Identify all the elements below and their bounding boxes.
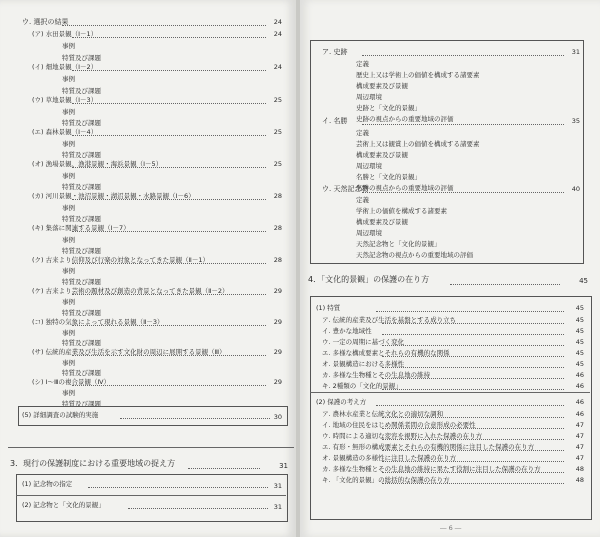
sub2-item-leader	[382, 483, 564, 484]
sub2-item-leader	[382, 472, 564, 473]
sub2-item-leader	[382, 450, 564, 451]
sub2-item-page: 47	[575, 443, 584, 451]
sub2-title-page: 46	[575, 398, 584, 406]
sub1-title-label: (1) 特質	[316, 304, 341, 312]
left_page-entry-label: 特質及び課題	[62, 151, 101, 159]
section-3-title: 3．現行の保護制度における重要地域の捉え方	[10, 459, 176, 468]
right_page-entry-label: 史跡の視点からの重要地域の評価	[356, 115, 454, 123]
left_page-entry-label: 特質及び課題	[62, 278, 101, 286]
left_page-entry-label: (エ) 森林景観（Ⅰ－4）	[32, 128, 98, 136]
right_page-entry-label: 天然記念物の視点からの重要地域の評価	[356, 251, 473, 259]
sub2-item-label: エ. 有形・無形の構成要素とそれらの有機的関係に注目した保護の在り方	[322, 443, 535, 451]
left_page-entry-page: 29	[273, 378, 282, 386]
left_page-entry-leader	[72, 167, 266, 168]
sub2-title-leader	[376, 405, 564, 406]
left_page-entry-leader	[72, 263, 266, 264]
left_page-entry-label: 事例	[62, 204, 75, 212]
section-4-divider	[310, 392, 590, 393]
left_page-entry-label: (ケ) 古来より芸術の題材及び創造の背景となってきた景観（Ⅱ－2）	[32, 287, 229, 295]
s3-item-2-leader	[128, 508, 268, 509]
left_page-entry-leader	[72, 70, 266, 71]
right_page-entry-page: 35	[571, 117, 580, 125]
right_page-entry-page: 31	[571, 48, 580, 56]
left_page-entry-label: 事例	[62, 236, 75, 244]
right_page-entry-label: 歴史上又は学術上の価値を構成する諸要素	[356, 71, 480, 79]
section-4-leader	[450, 284, 560, 285]
sub1-item-label: ウ. 一定の周期に基づく変化	[322, 338, 405, 346]
right_page-entry-page: 40	[571, 185, 580, 193]
sub1-item-page: 45	[575, 360, 584, 368]
sub2-item-leader	[382, 428, 564, 429]
page-footer: ― 6 ―	[440, 524, 462, 532]
sub1-item-leader	[382, 334, 564, 335]
left_page-entry-leader	[72, 294, 266, 295]
right_page-entry-label: 名勝の視点からの重要地域の評価	[356, 184, 454, 192]
sub2-item-label: オ. 景観構造の多様性に注目した保護の在り方	[322, 454, 457, 462]
left_page-entry-page: 24	[273, 18, 282, 26]
sub2-item-label: ウ. 時間による適切な変容を視野に入れた保護の在り方	[322, 432, 483, 440]
right_page-entry-label: ア. 史跡	[322, 48, 348, 56]
right_page-entry-label: 構成要素及び景観	[356, 82, 408, 90]
sub2-item-label: カ. 多様な生物種とその生息地の維持に果たす役割に注目した保護の在り方	[322, 465, 541, 473]
section-4-title: 4．「文化的景観」の保護の在り方	[308, 275, 430, 284]
left_page-entry-leader	[72, 355, 266, 356]
left_page-entry-label: 事例	[62, 108, 75, 116]
left_page-entry-label: (シ) Ⅰ～Ⅲの複合景観（Ⅳ）	[32, 378, 111, 386]
sub1-item-label: ア. 伝統的産業及び生活を基盤とする成り立ち	[322, 316, 457, 324]
left_page-entry-label: 事例	[62, 75, 75, 83]
section-3-rule-top	[8, 447, 294, 448]
left_page-entry-label: 事例	[62, 389, 75, 397]
sub1-item-leader	[382, 367, 564, 368]
sub2-item-page: 47	[575, 454, 584, 462]
left_page-entry-label: 事例	[62, 140, 75, 148]
sub2-item-page: 47	[575, 421, 584, 429]
sub2-item-label: キ. 「文化的景観」の総括的な保護の在り方	[322, 476, 450, 484]
left_page-entry-label: 特質及び課題	[62, 400, 101, 408]
left_page-entry-label: 特質及び課題	[62, 183, 101, 191]
sub1-item-label: イ. 豊かな地域性	[322, 327, 372, 335]
sub1-item-page: 45	[575, 316, 584, 324]
sub2-title-label: (2) 保護の考え方	[316, 398, 367, 406]
left_page-entry-leader	[72, 135, 266, 136]
sub1-item-label: カ. 多様な生物種とその生息地の維持	[322, 371, 431, 379]
left_page-entry-label: 特質及び課題	[62, 87, 101, 95]
left_page-entry-page: 28	[273, 192, 282, 200]
left_page-entry-label: (カ) 河川景観・池沼景観・湖沼景観・水路景観（Ⅰ－6）	[32, 192, 195, 200]
section-3-page: 31	[279, 462, 288, 470]
sub1-item-leader	[382, 378, 564, 379]
left_page-entry-label: 特質及び課題	[62, 309, 101, 317]
left_page-entry-label: 事例	[62, 298, 75, 306]
left_page-entry-label: (コ) 独特の気象によって現れる景観（Ⅱ－3）	[32, 318, 164, 326]
left_page-entry-page: 28	[273, 256, 282, 264]
section-4-page: 45	[579, 277, 588, 285]
sub2-item-page: 47	[575, 432, 584, 440]
s3-item-2-label: (2) 記念物と「文化的景観」	[22, 501, 105, 509]
left_page-entry-leader	[72, 231, 266, 232]
sub1-title-page: 45	[575, 304, 584, 312]
left_page-entry-label: 特質及び課題	[62, 54, 101, 62]
left_page-entry-leader	[72, 37, 266, 38]
left_page-entry-label: (ク) 古来より信仰及び行楽の対象となってきた景観（Ⅱ－1）	[32, 256, 209, 264]
left_page-entry-leader	[72, 103, 266, 104]
sub1-item-label: キ. 2種類の「文化的景観」	[322, 382, 402, 390]
subsection-5-page: 30	[273, 413, 282, 421]
left_page-entry-label: 特質及び課題	[62, 339, 101, 347]
sub1-item-page: 46	[575, 371, 584, 379]
left_page-entry-page: 29	[273, 348, 282, 356]
sub1-item-leader	[382, 323, 564, 324]
right_page-entry-leader	[362, 192, 564, 193]
sub2-item-leader	[382, 417, 564, 418]
right_page-entry-label: 天然記念物と「文化的景観」	[356, 240, 441, 248]
right_page-entry-label: 周辺環境	[356, 93, 382, 101]
left_page-entry-label: ウ. 選択の結果	[22, 18, 69, 26]
left_page-entry-label: 特質及び課題	[62, 369, 101, 377]
left_page-entry-label: (ウ) 草地景観（Ⅰ－3）	[32, 96, 98, 104]
left_page-entry-page: 24	[273, 63, 282, 71]
left_page-entry-page: 29	[273, 287, 282, 295]
left_page-entry-page: 25	[273, 128, 282, 136]
left_page-entry-label: 特質及び課題	[62, 215, 101, 223]
right_page-entry-label: ウ. 天然記念物	[322, 185, 369, 193]
sub1-item-leader	[382, 356, 564, 357]
s3-item-1-label: (1) 記念物の指定	[22, 480, 73, 488]
left_page-entry-label: (サ) 伝統的産業及び生活を示す文化財の周辺に展開する景観（Ⅲ）	[32, 348, 226, 356]
left_page-entry-label: (ア) 水田景観（Ⅰ－1）	[32, 30, 98, 38]
left_page-entry-label: 特質及び課題	[62, 247, 101, 255]
left_page-entry-label: (オ) 漁場景観、漁港景観・海浜景観（Ⅰ－5）	[32, 160, 163, 168]
sub1-item-page: 45	[575, 327, 584, 335]
s3-item-2-page: 31	[273, 503, 282, 511]
subsection-5-leader	[120, 418, 270, 419]
left_page-entry-label: (イ) 畑地景観（Ⅰ－2）	[32, 63, 98, 71]
sub1-item-page: 45	[575, 349, 584, 357]
sub1-item-leader	[382, 345, 564, 346]
left_page-entry-leader	[72, 385, 266, 386]
sub2-item-leader	[382, 461, 564, 462]
left-page	[0, 0, 296, 537]
left_page-entry-page: 25	[273, 96, 282, 104]
right_page-entry-label: 構成要素及び景観	[356, 218, 408, 226]
left_page-entry-page: 29	[273, 318, 282, 326]
left_page-entry-page: 24	[273, 30, 282, 38]
left_page-entry-leader	[72, 325, 266, 326]
sub1-item-page: 45	[575, 338, 584, 346]
right_page-entry-label: 芸術上又は観賞上の価値を構成する諸要素	[356, 140, 480, 148]
left_page-entry-label: 特質及び課題	[62, 119, 101, 127]
right_page-entry-label: 定義	[356, 129, 369, 137]
right_page-entry-label: 学術上の価値を構成する諸要素	[356, 207, 447, 215]
s3-item-1-leader	[88, 487, 268, 488]
right_page-entry-label: 周辺環境	[356, 162, 382, 170]
left_page-entry-label: (キ) 集落に関連する景観（Ⅰ－7）	[32, 224, 130, 232]
left_page-entry-label: 事例	[62, 172, 75, 180]
left_page-entry-leader	[72, 199, 266, 200]
right_page-entry-leader	[362, 55, 564, 56]
sub2-item-label: ア. 農林水産業と伝統文化との適切な調和	[322, 410, 444, 418]
left_page-entry-page: 25	[273, 160, 282, 168]
left_page-entry-page: 28	[273, 224, 282, 232]
right_page-entry-label: 周辺環境	[356, 229, 382, 237]
subsection-5-label: (5) 詳細調査の試験的実施	[22, 411, 99, 419]
right_page-entry-label: 構成要素及び景観	[356, 151, 408, 159]
left_page-entry-label: 事例	[62, 329, 75, 337]
right-page	[300, 0, 600, 537]
right_page-entry-label: 定義	[356, 60, 369, 68]
sub1-item-label: オ. 景観構造における多様性	[322, 360, 405, 368]
sub1-title-leader	[376, 311, 564, 312]
sub2-item-leader	[382, 439, 564, 440]
sub2-item-page: 48	[575, 465, 584, 473]
sub1-item-leader	[382, 389, 564, 390]
sub2-item-page: 46	[575, 410, 584, 418]
section-3-leader	[188, 468, 260, 469]
left_page-entry-leader	[62, 25, 266, 26]
sub2-item-page: 48	[575, 476, 584, 484]
right_page-entry-label: 史跡と「文化的景観」	[356, 104, 421, 112]
right_page-entry-label: 名勝と「文化的景観」	[356, 173, 421, 181]
right_page-entry-label: 定義	[356, 196, 369, 204]
sub1-item-label: エ. 多様な構成要素とそれらの有機的な関係	[322, 349, 450, 357]
left_page-entry-label: 事例	[62, 359, 75, 367]
sub1-item-page: 46	[575, 382, 584, 390]
sub2-item-label: イ. 地域の住民をはじめ関係者間の合意形成の必要性	[322, 421, 476, 429]
left_page-entry-label: 事例	[62, 267, 75, 275]
s3-item-1-page: 31	[273, 482, 282, 490]
right_page-entry-label: イ. 名勝	[322, 117, 348, 125]
left_page-entry-label: 事例	[62, 42, 75, 50]
right_page-entry-leader	[362, 124, 564, 125]
s3-divider	[16, 495, 286, 496]
